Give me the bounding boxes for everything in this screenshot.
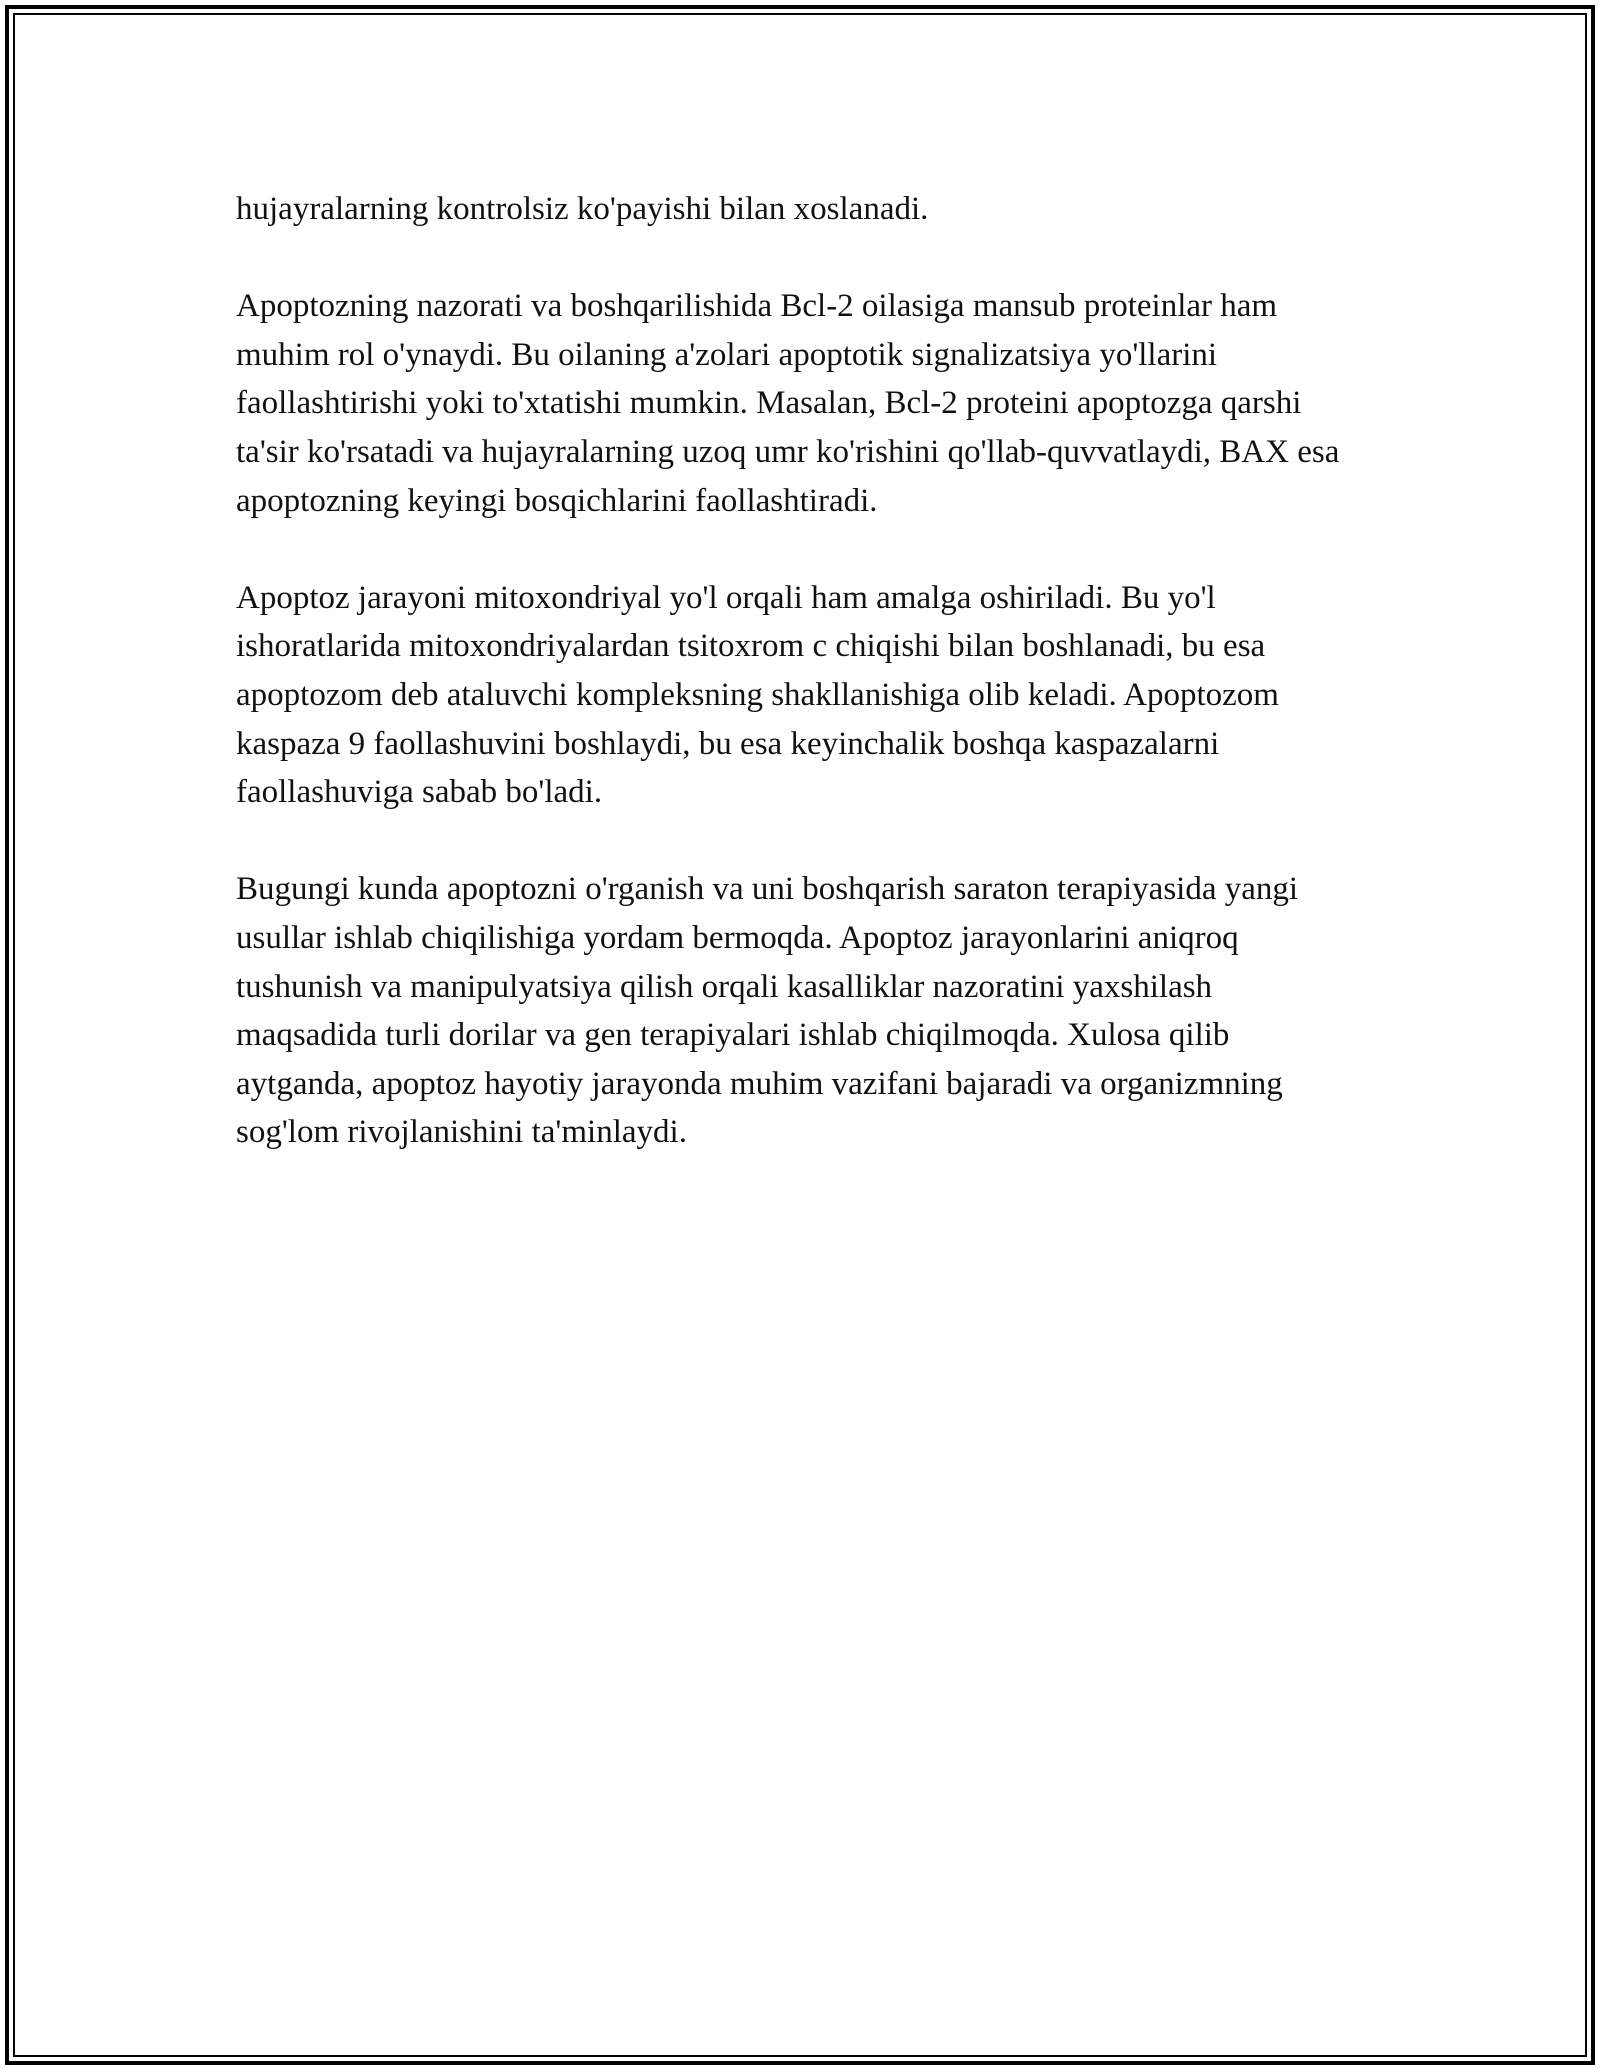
paragraph-continuation: hujayralarning kontrolsiz ko'payishi bilan xoslanadi. bbox=[236, 191, 929, 227]
paragraph-bcl2-proteins: Apoptozning nazorati va boshqarilishida Bcl-2 oilasiga mansub proteinlar ham muhim rol o'ynaydi. Bu oilaning a'zolari apoptotik signalizatsiya yo'llarini faollashtirishi yoki to'xtatishi mumkin. Masalan, Bcl-2 proteini apoptozga qarshi ta'sir ko'rsatadi va hujayralarning uzoq umr ko'rishini qo'llab-quvvatlaydi, BAX esa apoptozning keyingi bosqichlarini faollashtiradi. bbox=[236, 288, 1340, 519]
document-body bbox=[236, 185, 1356, 1205]
paragraph-mitochondrial-pathway: Apoptoz jarayoni mitoxondriyal yo'l orqali ham amalga oshiriladi. Bu yo'l ishoratlarida mitoxondriyalardan tsitoxrom c chiqishi bilan boshlanadi, bu esa apoptozom deb ataluvchi kompleksning shakllanishiga olib keladi. Apoptozom kaspaza 9 faollashuvini boshlaydi, bu esa keyinchalik boshqa kaspazalarni faollashuviga sabab bo'ladi. bbox=[236, 579, 1279, 811]
paragraph-conclusion: Bugungi kunda apoptozni o'rganish va uni boshqarish saraton terapiyasida yangi usullar ishlab chiqilishiga yordam bermoqda. Apoptoz jarayonlarini aniqroq tushunish va manipulyatsiya qilish orqali kasalliklar nazoratini yaxshilash maqsadida turli dorilar va gen terapiyalari ishlab chiqilmoqda. Xulosa qilib aytganda, apoptoz hayotiy jarayonda muhim vazifani bajaradi va organizmning sog'lom rivojlanishini ta'minlaydi. bbox=[236, 871, 1299, 1151]
